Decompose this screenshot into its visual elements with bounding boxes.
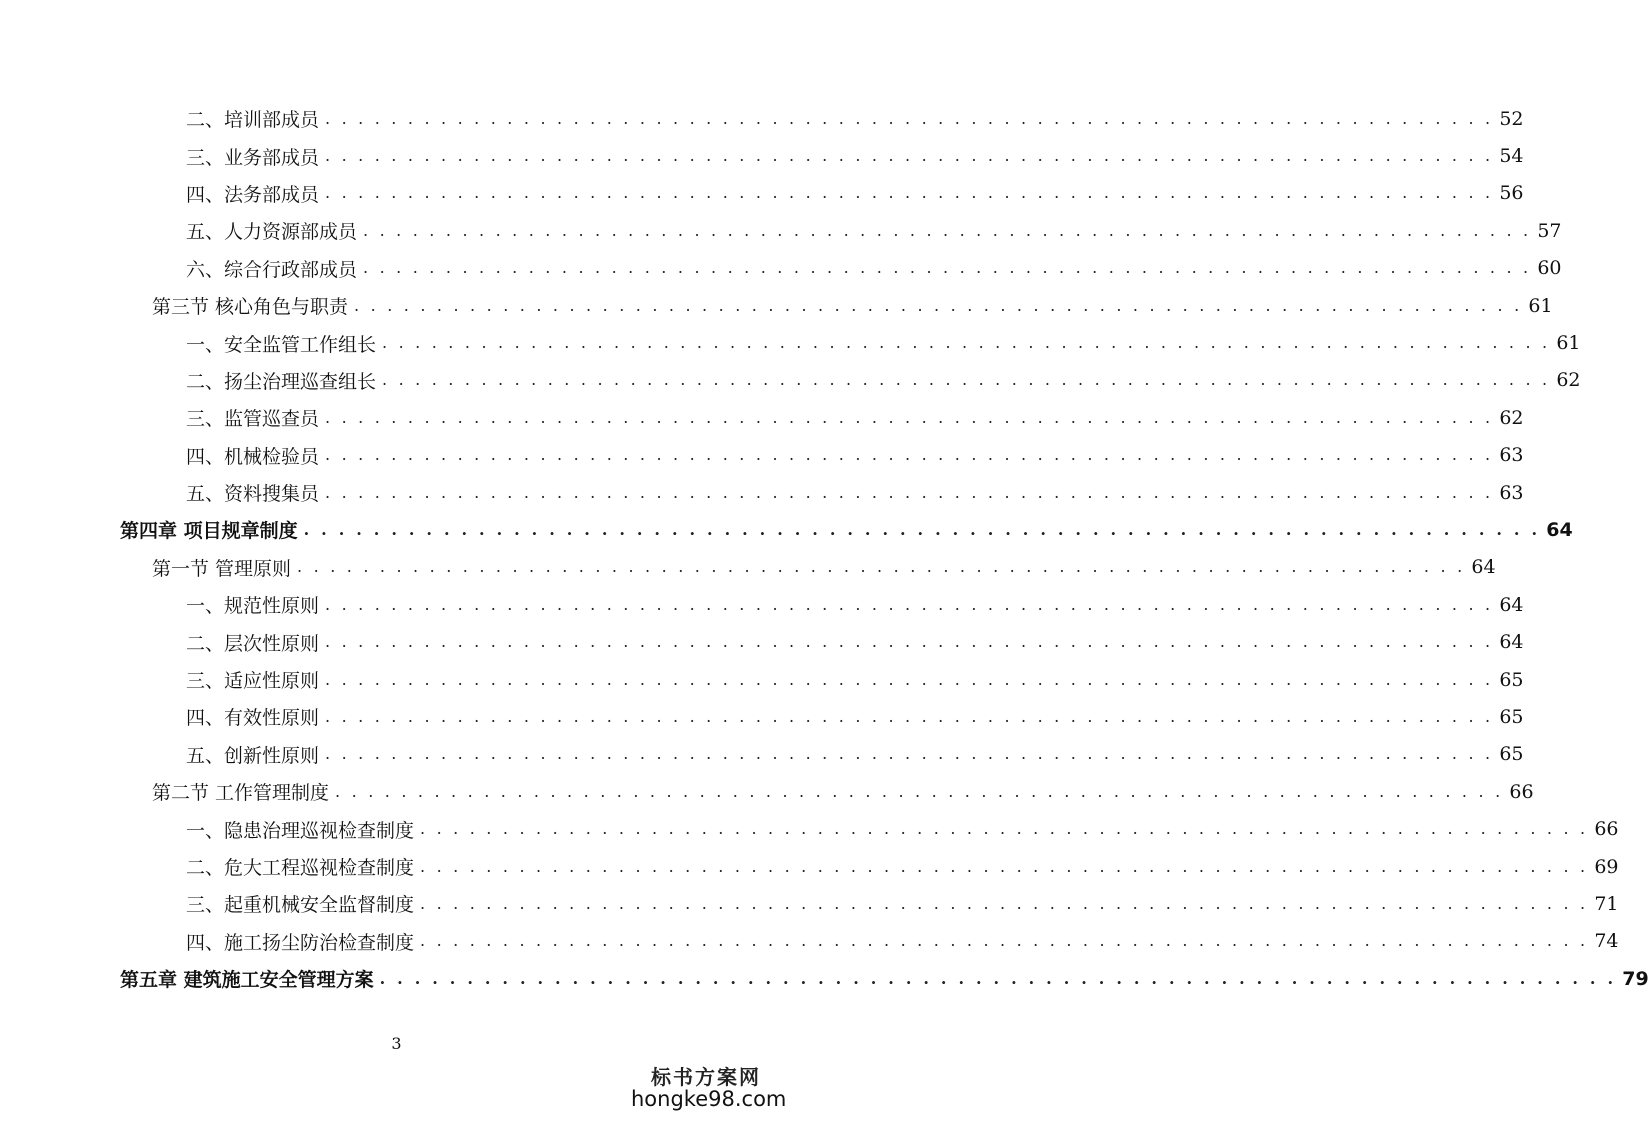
page-number: 3: [391, 1034, 402, 1053]
toc-item-entry[interactable]: [0, 923, 1619, 960]
toc-entry-page: 64: [1499, 593, 1524, 616]
toc-entry-page: 61: [1528, 294, 1553, 317]
toc-leader-dots: . . . . . . . . . . . . . . . . . . . . . . . . . . . . . . . . . . . . . . . . . . . . . . . . . . . . . . . . . . . . . . . . . . . . . . .: [325, 594, 1494, 614]
toc-entry-page: 62: [1499, 406, 1524, 429]
toc-leader-dots: . . . . . . . . . . . . . . . . . . . . . . . . . . . . . . . . . . . . . . . . . . . . . . . . . . . . . . . . . . . . . . . . . . . . . . .: [363, 258, 1532, 278]
toc-entry-label: 二、危大工程巡视检查制度: [186, 853, 420, 880]
toc-entry-page: 65: [1499, 705, 1524, 728]
toc-leader-dots: . . . . . . . . . . . . . . . . . . . . . . . . . . . . . . . . . . . . . . . . . . . . . . . . . . . . . . . . . . . . . . . . . . . . . . .: [420, 856, 1589, 876]
toc-item-entry[interactable]: [0, 250, 1562, 287]
toc-entry-page: 66: [1509, 780, 1534, 803]
toc-entry-page: 71: [1594, 892, 1619, 915]
toc-leader-dots: . . . . . . . . . . . . . . . . . . . . . . . . . . . . . . . . . . . . . . . . . . . . . . . . . . . . . . . . . . . . . . . . . . . . . . .: [325, 706, 1494, 726]
toc-leader-dots: . . . . . . . . . . . . . . . . . . . . . . . . . . . . . . . . . . . . . . . . . . . . . . . . . . . . . . . . . . . . . . . . . . . . . . .: [325, 108, 1494, 128]
toc-leader-dots: . . . . . . . . . . . . . . . . . . . . . . . . . . . . . . . . . . . . . . . . . . . . . . . . . . . . . . . . . . . . . . . . . . . . . . .: [420, 931, 1589, 951]
toc-item-entry[interactable]: [0, 362, 1581, 399]
toc-entry-page: 52: [1499, 107, 1524, 130]
toc-leader-dots: . . . . . . . . . . . . . . . . . . . . . . . . . . . . . . . . . . . . . . . . . . . . . . . . . . . . . . . . . . . . . . . . . . . . . . .: [420, 893, 1589, 913]
toc-item-entry[interactable]: [0, 474, 1524, 511]
toc-entry-page: 66: [1594, 818, 1619, 841]
toc-entry-page: 63: [1499, 444, 1524, 467]
toc-item-entry[interactable]: [0, 137, 1524, 174]
toc-leader-dots: . . . . . . . . . . . . . . . . . . . . . . . . . . . . . . . . . . . . . . . . . . . . . . . . . . . . . . . . . . . . . . . . . . . . . . .: [420, 819, 1589, 839]
toc-item-entry[interactable]: [0, 324, 1581, 361]
toc-leader-dots: . . . . . . . . . . . . . . . . . . . . . . . . . . . . . . . . . . . . . . . . . . . . . . . . . . . . . . . . . . . . . . . . . . . . . . .: [382, 370, 1551, 390]
toc-leader-dots: . . . . . . . . . . . . . . . . . . . . . . . . . . . . . . . . . . . . . . . . . . . . . . . . . . . . . . . . . . . . . . . . . . . . . . .: [325, 183, 1494, 203]
toc-leader-dots: . . . . . . . . . . . . . . . . . . . . . . . . . . . . . . . . . . . . . . . . . . . . . . . . . . . . . . . . . . . . . . . . . . . . . . .: [325, 146, 1494, 166]
toc-item-entry[interactable]: [0, 175, 1524, 212]
toc-item-entry[interactable]: [0, 736, 1524, 773]
toc-entry-label: 五、资料搜集员: [186, 479, 325, 506]
toc-leader-dots: . . . . . . . . . . . . . . . . . . . . . . . . . . . . . . . . . . . . . . . . . . . . . . . . . . . . . . . . . . . . . . . . . . . . . . .: [335, 781, 1504, 801]
toc-entry-label: 三、适应性原则: [186, 666, 325, 693]
toc-entry-page: 61: [1556, 332, 1581, 355]
toc-entry-label: 三、业务部成员: [186, 143, 325, 170]
toc-entry-label: 第五章 建筑施工安全管理方案: [120, 965, 380, 992]
toc-entry-label: 五、人力资源部成员: [186, 217, 363, 244]
toc-section-entry[interactable]: [0, 287, 1553, 324]
toc-entry-label: 一、安全监管工作组长: [186, 330, 382, 357]
toc-entry-page: 69: [1594, 855, 1619, 878]
toc-leader-dots: . . . . . . . . . . . . . . . . . . . . . . . . . . . . . . . . . . . . . . . . . . . . . . . . . . . . . . . . . . . . . . . . . . . . . . .: [325, 632, 1494, 652]
toc-entry-label: 第三节 核心角色与职责: [152, 292, 354, 319]
toc-entry-label: 五、创新性原则: [186, 741, 325, 768]
toc-leader-dots: . . . . . . . . . . . . . . . . . . . . . . . . . . . . . . . . . . . . . . . . . . . . . . . . . . . . . . . . . . . . . . . . . . . . . . .: [363, 220, 1532, 240]
watermark-url: hongke98.com: [631, 1087, 787, 1111]
toc-item-entry[interactable]: [0, 437, 1524, 474]
toc-chapter-entry[interactable]: [0, 511, 1573, 548]
toc-entry-label: 三、监管巡查员: [186, 404, 325, 431]
toc-item-entry[interactable]: [0, 698, 1524, 735]
table-of-contents: [0, 100, 1649, 997]
toc-item-entry[interactable]: [0, 623, 1524, 660]
toc-entry-page: 60: [1537, 257, 1562, 280]
toc-entry-page: 74: [1594, 930, 1619, 953]
toc-entry-page: 65: [1499, 743, 1524, 766]
toc-entry-label: 三、起重机械安全监督制度: [186, 890, 420, 917]
toc-leader-dots: . . . . . . . . . . . . . . . . . . . . . . . . . . . . . . . . . . . . . . . . . . . . . . . . . . . . . . . . . . . . . . . . . . . . . . .: [325, 407, 1494, 427]
toc-item-entry[interactable]: [0, 661, 1524, 698]
toc-leader-dots: . . . . . . . . . . . . . . . . . . . . . . . . . . . . . . . . . . . . . . . . . . . . . . . . . . . . . . . . . . . . . . . . . . . . . . .: [325, 744, 1494, 764]
toc-item-entry[interactable]: [0, 399, 1524, 436]
toc-leader-dots: . . . . . . . . . . . . . . . . . . . . . . . . . . . . . . . . . . . . . . . . . . . . . . . . . . . . . . . . . . . . . . . . . . . . . . .: [325, 482, 1494, 502]
toc-entry-page: 64: [1546, 518, 1573, 541]
toc-entry-page: 79: [1622, 967, 1649, 990]
toc-entry-label: 四、法务部成员: [186, 180, 325, 207]
toc-entry-page: 64: [1499, 631, 1524, 654]
toc-entry-label: 四、有效性原则: [186, 703, 325, 730]
toc-leader-dots: . . . . . . . . . . . . . . . . . . . . . . . . . . . . . . . . . . . . . . . . . . . . . . . . . . . . . . . . . . . . . . . . . . . . . . .: [303, 519, 1541, 539]
toc-entry-label: 二、培训部成员: [186, 105, 325, 132]
toc-entry-page: 57: [1537, 219, 1562, 242]
toc-entry-label: 第二节 工作管理制度: [152, 778, 335, 805]
toc-chapter-entry[interactable]: [0, 960, 1649, 997]
toc-section-entry[interactable]: [0, 773, 1534, 810]
toc-entry-page: 54: [1499, 145, 1524, 168]
toc-leader-dots: . . . . . . . . . . . . . . . . . . . . . . . . . . . . . . . . . . . . . . . . . . . . . . . . . . . . . . . . . . . . . . . . . . . . . . .: [325, 445, 1494, 465]
toc-item-entry[interactable]: [0, 885, 1619, 922]
toc-item-entry[interactable]: [0, 586, 1524, 623]
toc-item-entry[interactable]: [0, 100, 1524, 137]
toc-entry-page: 64: [1471, 556, 1496, 579]
toc-item-entry[interactable]: [0, 212, 1562, 249]
toc-entry-page: 62: [1556, 369, 1581, 392]
toc-entry-label: 四、施工扬尘防治检查制度: [186, 928, 420, 955]
toc-entry-label: 二、扬尘治理巡查组长: [186, 367, 382, 394]
toc-leader-dots: . . . . . . . . . . . . . . . . . . . . . . . . . . . . . . . . . . . . . . . . . . . . . . . . . . . . . . . . . . . . . . . . . . . . . . .: [325, 669, 1494, 689]
toc-item-entry[interactable]: [0, 848, 1619, 885]
toc-leader-dots: . . . . . . . . . . . . . . . . . . . . . . . . . . . . . . . . . . . . . . . . . . . . . . . . . . . . . . . . . . . . . . . . . . . . . . .: [382, 333, 1551, 353]
toc-entry-label: 四、机械检验员: [186, 442, 325, 469]
toc-entry-page: 56: [1499, 182, 1524, 205]
toc-entry-label: 第一节 管理原则: [152, 554, 297, 581]
watermark-logo: [631, 1065, 787, 1111]
toc-item-entry[interactable]: [0, 810, 1619, 847]
toc-section-entry[interactable]: [0, 549, 1496, 586]
toc-entry-label: 一、隐患治理巡视检查制度: [186, 816, 420, 843]
watermark-name: 标书方案网: [651, 1065, 761, 1089]
toc-entry-page: 63: [1499, 481, 1524, 504]
toc-entry-label: 第四章 项目规章制度: [120, 516, 304, 543]
toc-leader-dots: . . . . . . . . . . . . . . . . . . . . . . . . . . . . . . . . . . . . . . . . . . . . . . . . . . . . . . . . . . . . . . . . . . . . . . .: [379, 968, 1617, 988]
toc-entry-label: 二、层次性原则: [186, 629, 325, 656]
toc-leader-dots: . . . . . . . . . . . . . . . . . . . . . . . . . . . . . . . . . . . . . . . . . . . . . . . . . . . . . . . . . . . . . . . . . . . . . . .: [297, 557, 1466, 577]
toc-entry-page: 65: [1499, 668, 1524, 691]
toc-entry-label: 一、规范性原则: [186, 591, 325, 618]
toc-entry-label: 六、综合行政部成员: [186, 255, 363, 282]
toc-leader-dots: . . . . . . . . . . . . . . . . . . . . . . . . . . . . . . . . . . . . . . . . . . . . . . . . . . . . . . . . . . . . . . . . . . . . . . .: [354, 295, 1523, 315]
